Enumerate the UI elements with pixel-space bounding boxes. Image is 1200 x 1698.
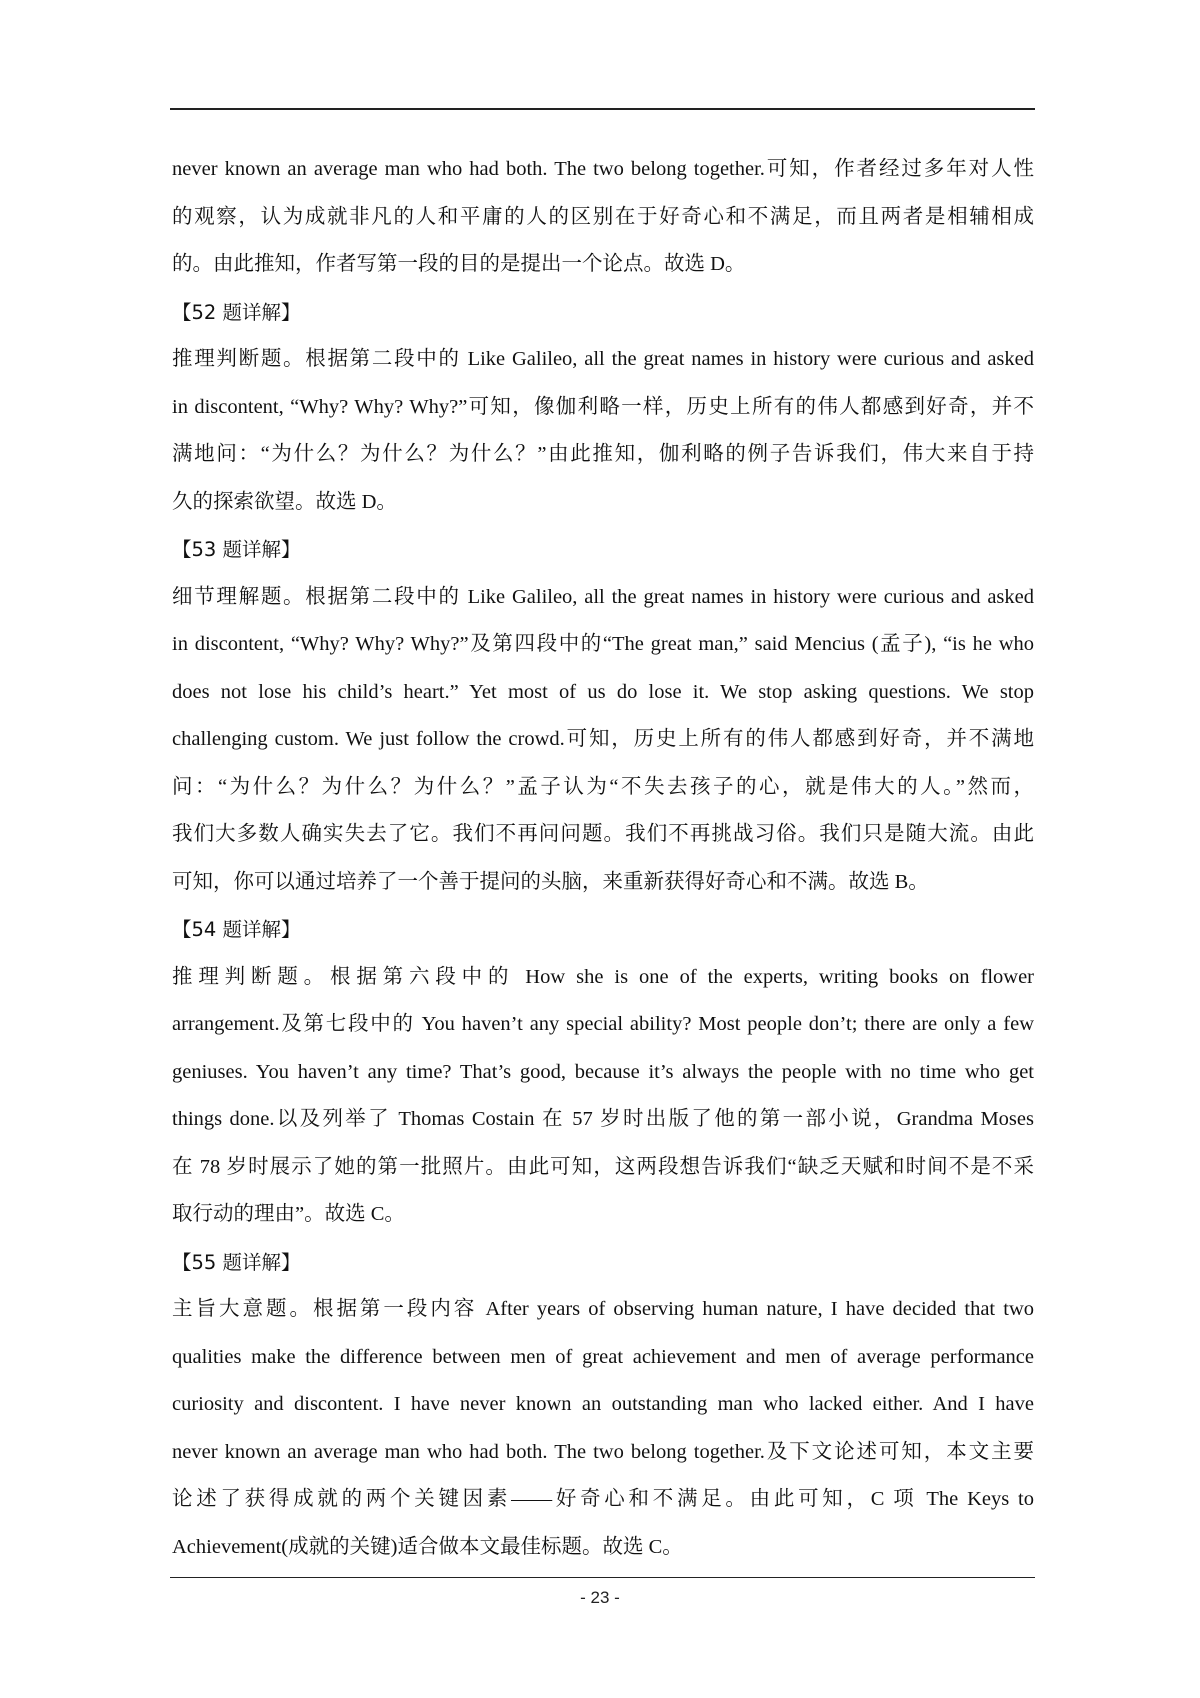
page-number: - 23 - <box>580 1588 620 1607</box>
text-line: does not lose his child’s heart.” Yet most of us do lose it. We stop asking questions. We stop <box>172 680 1034 703</box>
text-line: qualities make the difference between men of great achievement and men of average performance <box>172 1345 1034 1368</box>
section-heading: 【53 题详解】 <box>172 538 301 561</box>
text-line: 细节理解题。根据第二段中的 Like Galileo, all the great names in history were curious and asked <box>172 585 1034 608</box>
text-line: things done.以及列举了 Thomas Costain 在 57 岁时出版了他的第一部小说，Grandma Moses <box>172 1108 1034 1130</box>
text-line: never known an average man who had both. The two belong together.及下文论述可知，本文主要 <box>172 1440 1034 1463</box>
section-heading: 【55 题详解】 <box>172 1250 301 1274</box>
text-line: 的观察，认为成就非凡的人和平庸的人的区别在于好奇心和不满足，而且两者是相辅相成 <box>172 205 1034 228</box>
text-line: 我们大多数人确实失去了它。我们不再问问题。我们不再挑战习俗。我们只是随大流。由此 <box>172 823 1034 845</box>
text-line: 论述了获得成就的两个关键因素——好奇心和不满足。由此可知，C 项 The Keys to <box>172 1488 1034 1510</box>
text-line: 在 78 岁时展示了她的第一批照片。由此可知，这两段想告诉我们“缺乏天赋和时间不是不采 <box>172 1155 1034 1178</box>
footer-rule <box>170 1577 1035 1578</box>
text-line: curiosity and discontent. I have never known an outstanding man who lacked either. And I have <box>172 1393 1034 1415</box>
text-line: 满地问：“为什么？为什么？为什么？”由此推知，伽利略的例子告诉我们，伟大来自于持 <box>172 443 1034 465</box>
text-line: 可知，你可以通过培养了一个善于提问的头脑，来重新获得好奇心和不满。故选 B。 <box>172 870 929 893</box>
text-line: 的。由此推知，作者写第一段的目的是提出一个论点。故选 D。 <box>172 253 746 275</box>
text-line: never known an average man who had both. The two belong together.可知，作者经过多年对人性 <box>172 158 1034 180</box>
text-line: 主旨大意题。根据第一段内容 After years of observing human nature, I have decided that two <box>172 1298 1034 1320</box>
text-line: arrangement.及第七段中的 You haven’t any special ability? Most people don’t; there are only a few <box>172 1013 1034 1035</box>
text-line: 推理判断题。根据第二段中的 Like Galileo, all the great names in history were curious and asked <box>172 348 1034 370</box>
text-line: Achievement(成就的关键)适合做本文最佳标题。故选 C。 <box>172 1535 683 1558</box>
header-rule <box>170 108 1035 110</box>
text-line: in discontent, “Why? Why? Why?”可知，像伽利略一样，历史上所有的伟人都感到好奇，并不 <box>172 395 1034 418</box>
text-line: 推理判断题。根据第六段中的 How she is one of the experts, writing books on flower <box>172 965 1034 988</box>
document-body <box>172 146 1034 1571</box>
text-line: 取行动的理由”。故选 C。 <box>172 1203 405 1225</box>
section-heading: 【54 题详解】 <box>172 918 301 941</box>
text-line: in discontent, “Why? Why? Why?”及第四段中的“The great man,” said Mencius (孟子), “is he who <box>172 633 1034 655</box>
text-line: 久的探索欲望。故选 D。 <box>172 490 397 513</box>
text-line: 问：“为什么？为什么？为什么？”孟子认为“不失去孩子的心，就是伟大的人。”然而， <box>172 775 1034 798</box>
text-line: challenging custom. We just follow the crowd.可知，历史上所有的伟人都感到好奇，并不满地 <box>172 728 1034 750</box>
text-line: geniuses. You haven’t any time? That’s good, because it’s always the people with no time who get <box>172 1060 1034 1083</box>
section-heading: 【52 题详解】 <box>172 300 301 324</box>
